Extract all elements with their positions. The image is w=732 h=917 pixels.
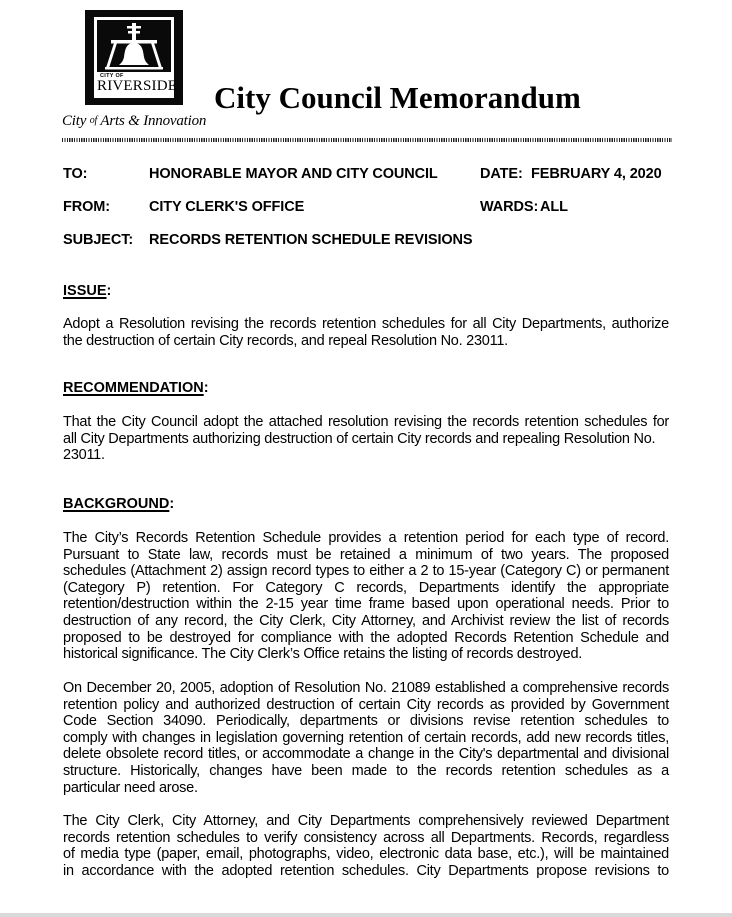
recommendation-heading-colon: : — [203, 380, 209, 396]
recommendation-heading — [63, 380, 209, 396]
issue-heading-text: ISSUE — [63, 283, 107, 299]
paragraph-line: retention/destruction within the 2-15 year time frame based upon operational needs. Prior to — [63, 596, 669, 613]
tagline-of: of — [89, 115, 98, 126]
paragraph-line: The City Clerk, City Attorney, and City Departments comprehensively reviewed Department — [63, 813, 669, 829]
page-bottom-edge — [0, 913, 732, 917]
logo-emblem-background — [97, 20, 171, 72]
paragraph-line: records retention schedules to verify consistency across all Departments. Records, regardless — [63, 829, 669, 846]
wards-value: ALL — [540, 199, 568, 215]
to-value: HONORABLE MAYOR AND CITY COUNCIL — [149, 166, 438, 182]
background-heading — [63, 496, 174, 512]
paragraph-line: (Category P) retention. For Category C records, Departments identify the appropriate — [63, 579, 669, 596]
recommendation-heading-text: RECOMMENDATION — [63, 380, 204, 396]
logo-inner — [94, 17, 178, 98]
paragraph-line: all City Departments authorizing destruction of certain City records and repealing Resolution No. — [63, 430, 656, 447]
paragraph-line: destruction of any record, the City Clerk, City Attorney, and Archivist review the list of records — [63, 612, 669, 629]
paragraph-line: retention policy and authorized destruction of certain City records as provided by Government — [63, 696, 669, 713]
paragraph-line: of media type (paper, email, photographs, video, electronic data base, etc.), will be maintained — [63, 846, 669, 863]
header-divider — [62, 138, 672, 142]
from-value: CITY CLERK'S OFFICE — [149, 199, 305, 215]
paragraph-line: Adopt a Resolution revising the records retention schedules for all City Departments, authorize — [63, 316, 669, 332]
tagline — [62, 113, 206, 130]
tagline-part1: City — [62, 113, 90, 129]
paragraph-line: Code Section 34090. Periodically, departments or divisions revise retention schedules to — [63, 713, 669, 730]
paragraph-line: 23011. — [63, 447, 105, 464]
recommendation-paragraph — [63, 414, 669, 464]
issue-heading — [63, 283, 111, 299]
background-heading-colon: : — [169, 496, 175, 512]
paragraph-line: particular need arose. — [63, 779, 198, 796]
background-paragraph-1 — [63, 530, 669, 663]
background-paragraph-3 — [63, 813, 669, 879]
paragraph-line: The City’s Records Retention Schedule provides a retention period for each type of record. — [63, 530, 669, 546]
paragraph-line: historical significance. The City Clerk’s Office retains the listing of records destroyed. — [63, 646, 583, 663]
paragraph-line: in accordance with the adopted retention schedules. City Departments propose revisions to — [63, 862, 669, 879]
paragraph-line: On December 20, 2005, adoption of Resolution No. 21089 established a comprehensive records — [63, 680, 669, 696]
paragraph-line: comply with changes in legislation governing retention of certain records, add new records titles, — [63, 729, 669, 746]
subject-label: SUBJECT: — [63, 232, 134, 248]
paragraph-line: proposed to be destroyed for compliance with the adopted Records Retention Schedule and — [63, 629, 669, 646]
logo-riverside: RIVERSIDE — [97, 78, 178, 94]
subject-value: RECORDS RETENTION SCHEDULE REVISIONS — [149, 232, 473, 248]
paragraph-line: delete obsolete record titles, or accommodate a change in the City's departmental and divisional — [63, 746, 669, 763]
city-logo — [85, 10, 183, 105]
wards-label: WARDS: — [480, 199, 539, 215]
page-title: City Council Memorandum — [214, 80, 581, 115]
background-heading-text: BACKGROUND — [63, 496, 170, 512]
date-value: FEBRUARY 4, 2020 — [531, 166, 662, 182]
to-label: TO: — [63, 166, 88, 182]
bell-tower-icon — [97, 20, 171, 72]
from-label: FROM: — [63, 199, 111, 215]
logo-city-of: CITY OF — [100, 73, 124, 79]
paragraph-line: schedules (Attachment 2) assign record types to either a 2 to 15-year (Category C) or permanent — [63, 563, 669, 580]
paragraph-line: Pursuant to State law, records must be retained a minimum of two years. The proposed — [63, 546, 669, 563]
paragraph-line: That the City Council adopt the attached resolution revising the records retention schedules for — [63, 414, 669, 430]
paragraph-line: structure. Historically, changes have been made to the records retention schedules as a — [63, 762, 669, 779]
background-paragraph-2 — [63, 680, 669, 796]
tagline-part2: Arts & Innovation — [97, 113, 207, 129]
issue-heading-colon: : — [106, 283, 112, 299]
issue-paragraph — [63, 316, 669, 349]
date-label: DATE: — [480, 166, 523, 182]
paragraph-line: the destruction of certain City records, and repeal Resolution No. 23011. — [63, 332, 508, 349]
